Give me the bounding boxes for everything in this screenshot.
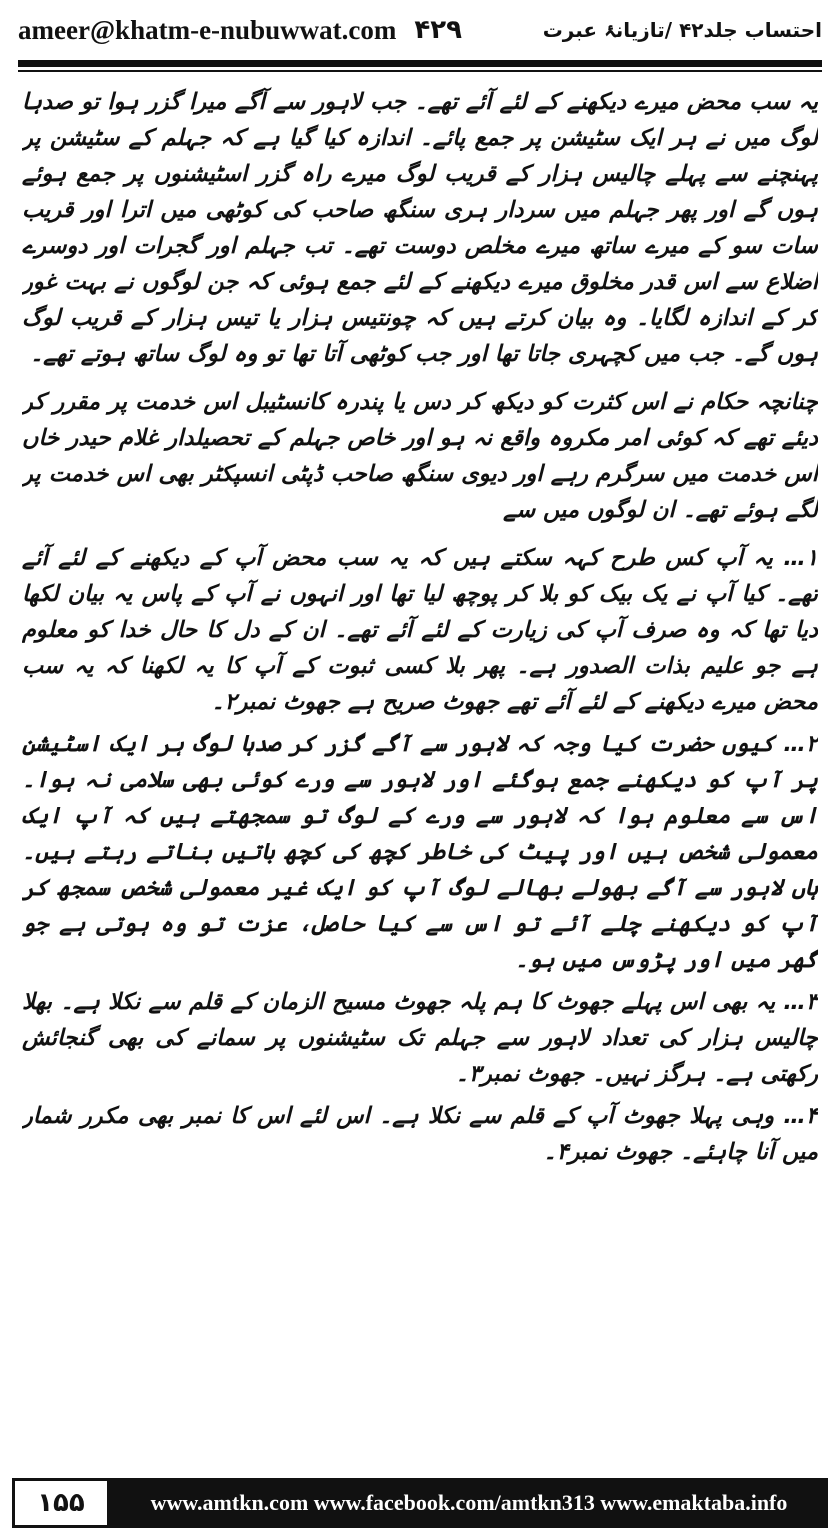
page-footer [12, 1478, 828, 1528]
footer-page-number: ۱۵۵ [12, 1478, 110, 1528]
header-email-link[interactable]: ameer@khatm-e-nubuwwat.com [18, 14, 397, 45]
paragraph-officials: چنانچہ حکام نے اس کثرت کو دیکھ کر دس یا پندرہ کانسٹیبل اس خدمت پر مقرر کر دیئے تھے کہ کوئی امر مکروہ واقع نہ ہو اور خاص جہلم کے تحصیلدار غلام حیدر خاں اس خدمت میں سرگرم رہے اور دیوی سنگھ صاحب ڈپٹی انسپکٹر بھی اس خدمت پر لگے ہوئے تھے۔ ان لوگوں میں سے [22, 389, 818, 523]
paragraph-intro: یہ سب محض میرے دیکھنے کے لئے آئے تھے۔ جب لاہور سے آگے میرا گزر ہوا تو صدہا لوگ میں نے ہر ایک سٹیشن پر جمع پائے۔ اندازہ کیا گیا ہے کہ جہلم کے سٹیشن پر پہنچنے سے پہلے چالیس ہزار کے قریب لوگ میرے راہ گزر اسٹیشنوں پر جمع ہوئے ہوں گے اور پھر جہلم میں سردار ہری سنگھ صاحب کی کوٹھی میں اترا اور قریب سات سو کے میرے ساتھ میرے مخلص دوست تھے۔ تب جہلم اور گجرات اور دوسرے اضلاع سے اس قدر مخلوق میرے دیکھنے کے لئے جمع ہوئی کہ جن لوگوں نے بہت غور کر کے اندازہ لگایا۔ وہ بیان کرتے ہیں کہ چونتیس ہزار یا تیس ہزار کے قریب لوگ ہوں گے۔ جب میں کچہری جاتا تھا اور جب کوٹھی آتا تھا تو وہ لوگ ساتھ ہوتے تھے۔ [22, 89, 818, 367]
paragraph-point-4: ۴… وہی پہلا جھوٹ آپ کے قلم سے نکلا ہے۔ اس لئے اس کا نمبر بھی مکرر شمار میں آنا چاہئے۔ جھوٹ نمبر۴۔ [22, 1103, 818, 1165]
paragraph-point-2: ۲… کیوں حضرت کیا وجہ کہ لاہور سے آگے گزر کر صدہا لوگ ہر ایک اسٹیشن پر آپ کو دیکھنے جمع ہوگئے اور لاہور سے ورے کوئی بھی سلامی نہ ہوا۔ اس سے معلوم ہوا کہ لاہور سے ورے کے لوگ تو سمجھتے ہیں کہ آپ ایک معمولی شخص ہیں اور پیٹ کی خاطر کچھ کی کچھ باتیں بناتے رہتے ہیں۔ ہاں لاہور سے آگے بھولے بھالے لوگ آپ کو ایک غیر معمولی شخص سمجھ کر آپ کو دیکھنے چلے آئے تو اس سے کیا حاصل، عزت تو وہ ہوتی ہے جو گھر میں اور پڑوس میں ہو۔ [22, 731, 818, 973]
header-rule-thick [18, 60, 822, 67]
paragraph-point-1: ۱… یہ آپ کس طرح کہہ سکتے ہیں کہ یہ سب محض آپ کے دیکھنے کے لئے آئے تھے۔ کیا آپ نے یک بیک کو بلا کر پوچھ لیا تھا اور انہوں نے آپ کے پاس یہ بیان لکھا دیا تھا کہ وہ صرف آپ کی زیارت کے لئے آئے تھے۔ ان کے دل کا حال خدا کو معلوم ہے جو علیم بذات الصدور ہے۔ پھر بلا کسی ثبوت کے آپ کا یہ لکھنا کہ یہ سب محض میرے دیکھنے کے لئے آئے تھے جھوٹ صریح ہے جھوٹ نمبر۲۔ [22, 545, 818, 715]
page-header [18, 10, 822, 50]
paragraph-point-3: ۳… یہ بھی اس پہلے جھوٹ کا ہم پلہ جھوٹ مسیح الزمان کے قلم سے نکلا ہے۔ بھلا چالیس ہزار کی تعداد لاہور سے جہلم تک سٹیشنوں پر سمانے کی بھی گنجائش رکھتی ہے۔ ہرگز نہیں۔ جھوٹ نمبر۳۔ [22, 989, 818, 1087]
header-page-number: ۴۲۹ [414, 15, 462, 45]
footer-website-links[interactable]: www.amtkn.com www.facebook.com/amtkn313 www.emaktaba.info [150, 1490, 788, 1515]
header-book-title: احتساب جلد۴۲ /تازیانۂ عبرت [542, 18, 822, 42]
header-left [18, 15, 462, 46]
page-body [22, 84, 818, 1454]
header-rule-thin [18, 70, 822, 72]
